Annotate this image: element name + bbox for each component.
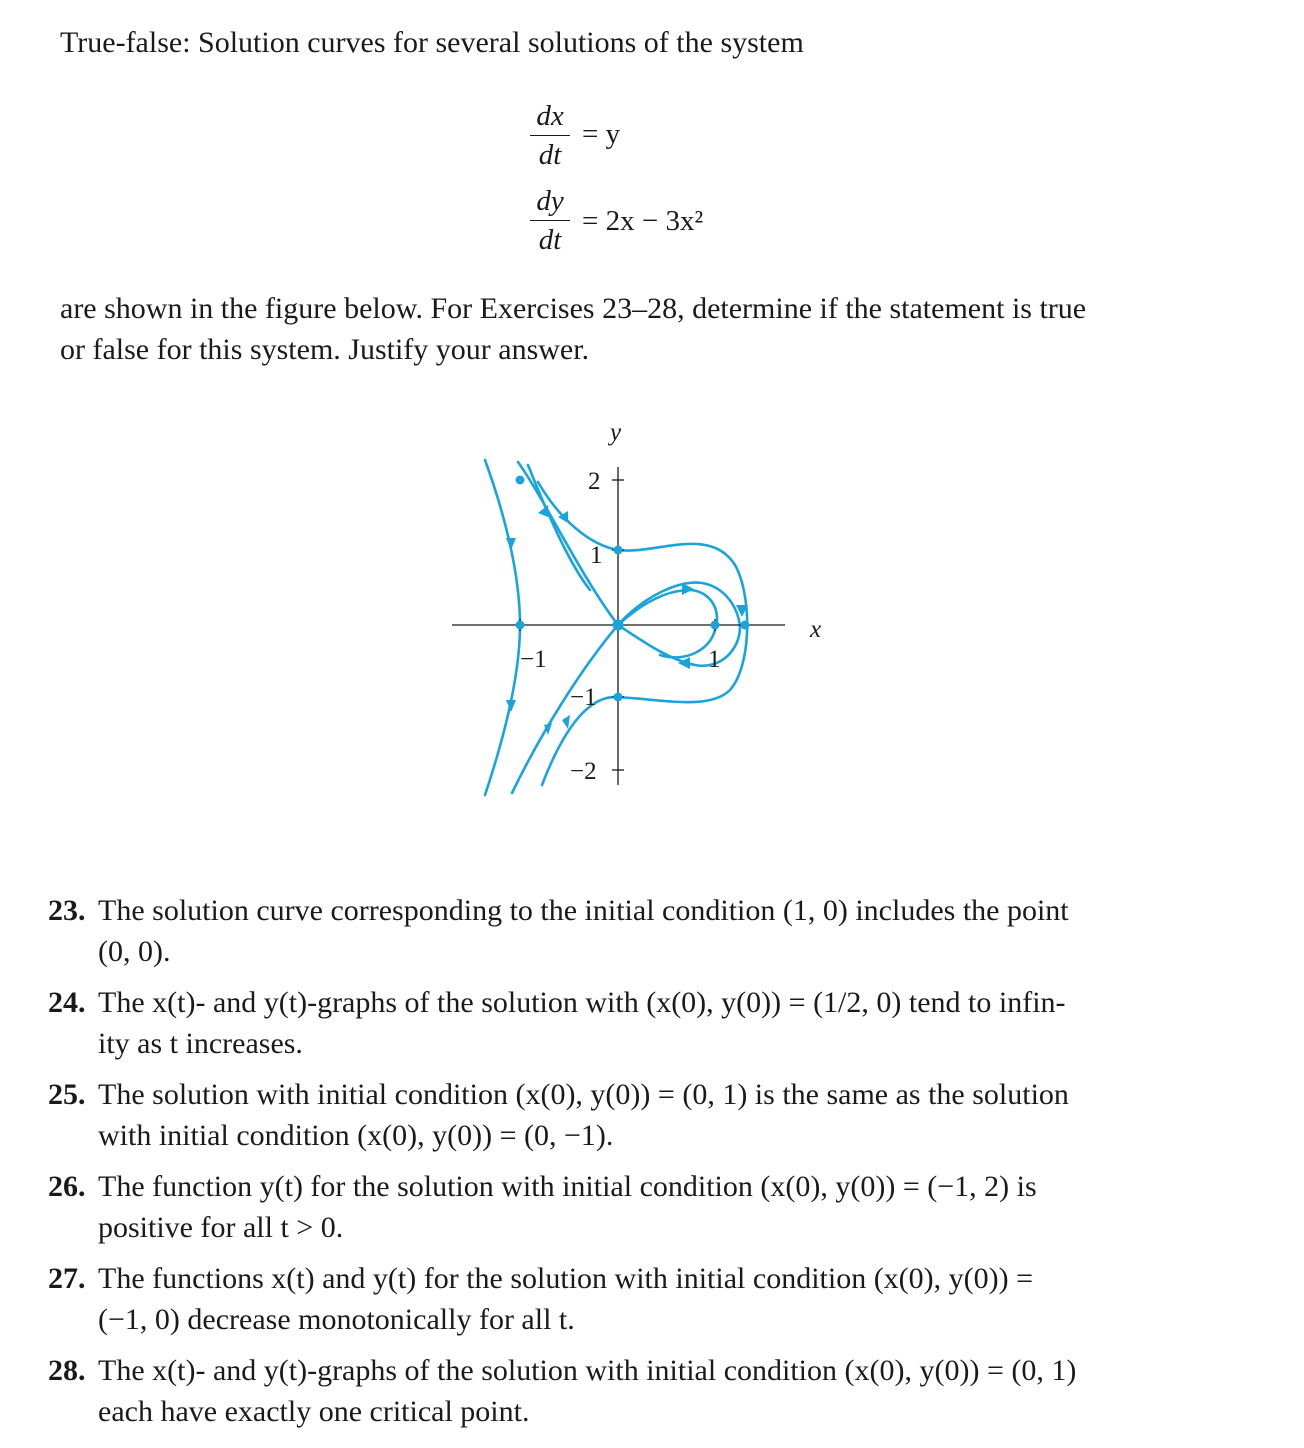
- eq1-rhs: = y: [582, 118, 621, 150]
- point-0-1: [614, 546, 623, 555]
- exercise-28: [48, 1350, 1218, 1432]
- y-tick-label-neg2: −2: [570, 758, 597, 785]
- y-tick-label-neg1: −1: [570, 684, 597, 711]
- exercise-text-line-2: (0, 0).: [98, 935, 171, 968]
- exercise-number: 26.: [48, 1170, 86, 1203]
- point-outer-right: [741, 621, 750, 630]
- y-tick-label-pos2: 2: [588, 468, 601, 495]
- exercise-text-line-2: each have exactly one critical point.: [98, 1395, 530, 1428]
- exercise-text-line-1: The x(t)- and y(t)-graphs of the solution with (x(0), y(0)) = (1/2, 0) tend to infin-: [98, 986, 1066, 1019]
- arrow-lower-2: [562, 715, 570, 729]
- exercise-25: [48, 1074, 1218, 1156]
- exercise-number: 25.: [48, 1078, 86, 1111]
- arrow-inner-bottom: [678, 657, 690, 669]
- exercise-24: [48, 982, 1218, 1064]
- stable-separatrix-curve: [518, 462, 618, 625]
- point-neg1-0: [516, 621, 525, 630]
- instructions-paragraph: [60, 288, 1220, 370]
- point-origin: [613, 620, 624, 631]
- exercise-27: [48, 1258, 1218, 1340]
- axis-labels: [520, 419, 821, 785]
- arrow-inner-top: [682, 583, 694, 595]
- exercise-text-line-1: The x(t)- and y(t)-graphs of the solution with initial condition (x(0), y(0)) = (0, 1): [98, 1354, 1077, 1387]
- exercise-number: 28.: [48, 1354, 86, 1387]
- exercise-number: 27.: [48, 1262, 86, 1295]
- eq2-denominator: dt: [538, 224, 562, 256]
- point-1-0: [711, 621, 720, 630]
- y-axis-label: y: [610, 419, 622, 446]
- y-tick-label-pos1: 1: [590, 542, 603, 569]
- exercise-26: [48, 1166, 1218, 1248]
- exercise-text-line-1: The functions x(t) and y(t) for the solution with initial condition (x(0), y(0)) =: [98, 1262, 1034, 1295]
- exercise-text-line-2: (−1, 0) decrease monotonically for all t.: [98, 1303, 575, 1336]
- exercise-number: 23.: [48, 894, 86, 927]
- arrow-stable-top: [538, 505, 548, 517]
- exercise-23: [48, 890, 1218, 972]
- inner-periodic-orbit: [618, 590, 717, 657]
- homoclinic-loop-curve: [618, 583, 740, 666]
- instructions-line-2: or false for this system. Justify your answer.: [60, 333, 590, 366]
- point-0-neg1: [614, 693, 623, 702]
- exercise-text-line-2: positive for all t > 0.: [98, 1211, 344, 1244]
- exercise-text-line-1: The solution curve corresponding to the initial condition (1, 0) includes the point: [98, 894, 1069, 927]
- arrow-left-bottom: [506, 700, 516, 712]
- exercise-text-line-2: ity as t increases.: [98, 1027, 303, 1060]
- arrow-left-top: [506, 538, 516, 550]
- eq2-rhs: = 2x − 3x²: [582, 205, 704, 237]
- eq1-denominator: dt: [538, 139, 562, 171]
- exercise-text-line-1: The solution with initial condition (x(0), y(0)) = (0, 1) is the same as the solution: [98, 1078, 1069, 1111]
- eq1-numerator: dx: [536, 100, 564, 132]
- x-tick-label-pos1: 1: [708, 646, 721, 673]
- instructions-line-1: are shown in the figure below. For Exercises 23–28, determine if the statement is true: [60, 292, 1087, 325]
- x-axis-label: x: [810, 616, 822, 643]
- phase-plane-figure: [440, 405, 860, 805]
- intro-text: True-false: Solution curves for several solutions of the system: [60, 26, 804, 59]
- exercise-number: 24.: [48, 986, 86, 1019]
- eq2-numerator: dy: [536, 185, 564, 217]
- exercise-text-line-1: The function y(t) for the solution with initial condition (x(0), y(0)) = (−1, 2) is: [98, 1170, 1037, 1203]
- left-inner-curve: [528, 465, 590, 590]
- point-top-left: [516, 476, 525, 485]
- left-curve: [485, 460, 520, 795]
- outer-curve-top: [538, 482, 747, 785]
- exercise-text-line-2: with initial condition (x(0), y(0)) = (0, −1).: [98, 1119, 614, 1152]
- x-tick-label-neg1: −1: [520, 646, 547, 673]
